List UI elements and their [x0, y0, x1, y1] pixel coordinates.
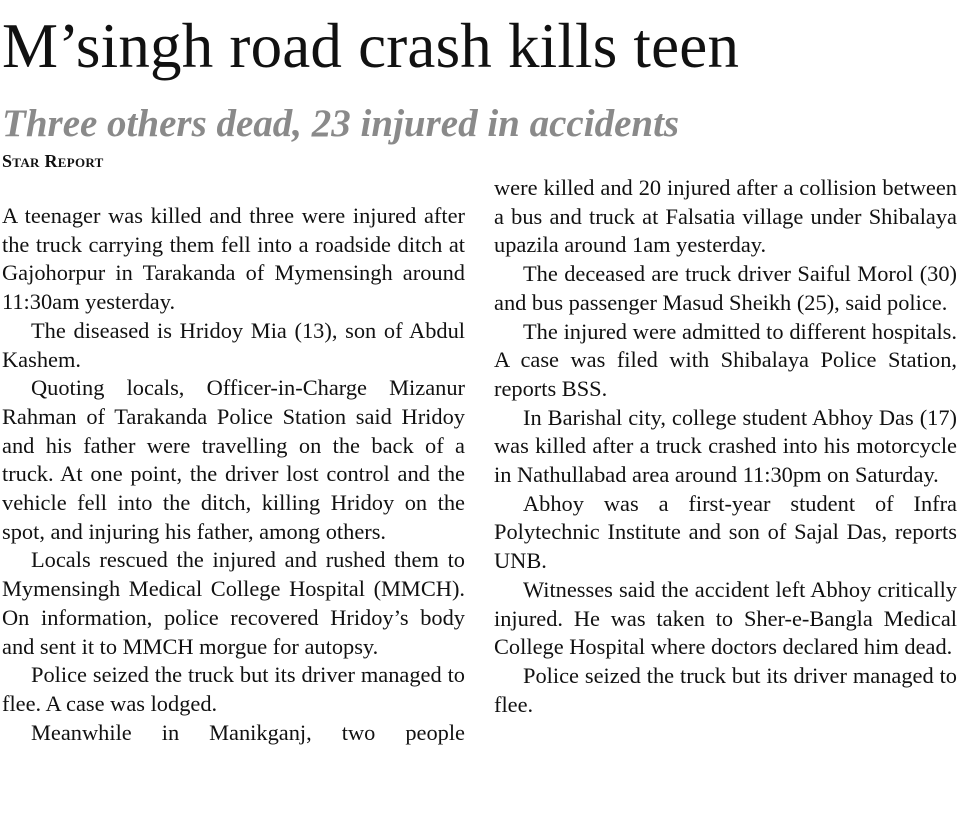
paragraph: Police seized the truck but its driver managed to flee. A case was lodged.: [2, 662, 465, 716]
article-column-right: [494, 174, 957, 719]
paragraph: Quoting locals, Officer-in-Charge Mizanur Rahman of Tarakanda Police Station said Hridoy and his father were travelling on the back of a truck. At one point, the driver lost control and the vehicle fell into the ditch, killing Hridoy on the spot, and injuring his father, among others.: [2, 375, 465, 544]
paragraph: Locals rescued the injured and rushed them to Mymensingh Medical College Hospital (MMCH). On information, police recovered Hridoy’s body and sent it to MMCH morgue for autopsy.: [2, 547, 465, 659]
paragraph: were killed and 20 injured after a collision between a bus and truck at Falsatia village under Shibalaya upazila around 1am yesterday.: [494, 175, 957, 258]
paragraph: Police seized the truck but its driver managed to flee.: [494, 662, 957, 717]
paragraph: In Barishal city, college student Abhoy Das (17) was killed after a truck crashed into his motorcycle in Nathullabad area around 11:30pm on Saturday.: [494, 404, 957, 488]
paragraph: Witnesses said the accident left Abhoy critically injured. He was taken to Sher-e-Bangla Medical College Hospital where doctors declared him dead.: [494, 576, 957, 660]
paragraph: A teenager was killed and three were injured after the truck carrying them fell into a roadside ditch at Gajohorpur in Tarakanda of Mymensingh around 11:30am yesterday.: [2, 203, 465, 315]
article-column-left: [2, 202, 465, 747]
paragraph: The diseased is Hridoy Mia (13), son of Abdul Kashem.: [2, 317, 465, 372]
paragraph: Abhoy was a first-year student of Infra Polytechnic Institute and son of Sajal Das, reports UNB.: [494, 490, 957, 574]
paragraph: The injured were admitted to different hospitals. A case was filed with Shibalaya Police Station, reports BSS.: [494, 318, 957, 401]
paragraph: The deceased are truck driver Saiful Morol (30) and bus passenger Masud Sheikh (25), said police.: [494, 261, 957, 315]
paragraph: Meanwhile in Manikganj, two people: [31, 719, 465, 745]
byline: Star Report: [2, 151, 104, 171]
headline: M’singh road crash kills teen: [2, 11, 740, 81]
subheadline: Three others dead, 23 injured in accidents: [2, 102, 680, 145]
